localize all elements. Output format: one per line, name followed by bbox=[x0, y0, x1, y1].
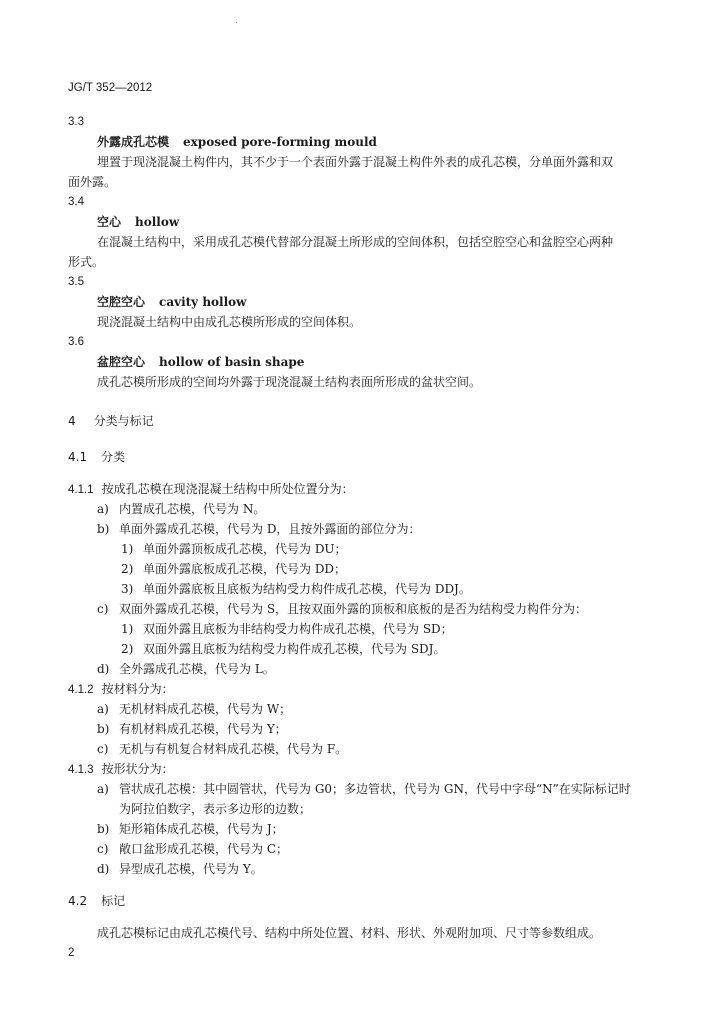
clause-number: 4.1.2 bbox=[68, 684, 94, 696]
list-marker: 3) bbox=[121, 582, 134, 596]
clause-text: 按成孔芯模在现浇混凝土结构中所处位置分为： bbox=[101, 482, 354, 496]
list-item bbox=[97, 661, 275, 677]
list-text: 有机材料成孔芯模，代号为 Y； bbox=[119, 722, 287, 736]
clause-4-1-2-intro bbox=[68, 681, 174, 698]
list-text: 单面外露成孔芯模，代号为 D，且按外露面的部位分为： bbox=[119, 522, 421, 536]
list-text: 双面外露且底板为结构受力构件成孔芯模，代号为 SDJ。 bbox=[143, 642, 446, 656]
list-item bbox=[97, 721, 287, 737]
list-marker: a) bbox=[97, 502, 109, 516]
list-text: 矩形箱体成孔芯模，代号为 J； bbox=[119, 822, 284, 836]
list-marker: c) bbox=[97, 742, 109, 756]
term-zh: 空心 bbox=[97, 215, 122, 229]
list-marker: b) bbox=[97, 522, 110, 536]
clause-4-1-3-intro bbox=[68, 761, 174, 778]
list-text: 敞口盆形成孔芯模，代号为 C； bbox=[119, 842, 288, 856]
list-marker: b) bbox=[97, 822, 110, 836]
term-zh: 空腔空心 bbox=[97, 295, 146, 309]
subsection-heading bbox=[68, 893, 125, 909]
list-text: 单面外露底板且底板为结构受力构件成孔芯模，代号为 DDJ。 bbox=[143, 582, 471, 596]
list-item bbox=[97, 701, 291, 717]
list-marker: a) bbox=[97, 702, 109, 716]
list-marker: d) bbox=[97, 662, 110, 676]
list-text: 异型成孔芯模，代号为 Y。 bbox=[119, 862, 263, 876]
scan-speck bbox=[236, 22, 237, 23]
definition-line: 面外露。 bbox=[68, 175, 117, 189]
list-item bbox=[97, 741, 347, 757]
term-en: cavity hollow bbox=[159, 295, 247, 309]
sub-list-item bbox=[121, 541, 347, 557]
sub-list-item bbox=[121, 621, 453, 637]
list-text: 管状成孔芯模：其中圆管状，代号为 G0；多边管状，代号为 GN，代号中字母“N”在实际标记时 bbox=[119, 782, 631, 796]
list-item bbox=[97, 501, 265, 517]
clause-text: 按材料分为： bbox=[101, 682, 174, 696]
definition-line: 形式。 bbox=[68, 255, 105, 269]
list-marker: 2) bbox=[121, 562, 134, 576]
term-heading bbox=[97, 354, 304, 370]
paragraph: 成孔芯模标记由成孔芯模代号、结构中所处位置、材料、形状、外观附加项、尺寸等参数组成。 bbox=[97, 926, 602, 940]
clause-number: 3.3 bbox=[68, 116, 84, 128]
section-number: 4.2 bbox=[68, 894, 88, 908]
list-marker: c) bbox=[97, 842, 109, 856]
term-en: exposed pore-forming mould bbox=[183, 135, 377, 149]
list-item bbox=[97, 841, 288, 857]
clause-number: 3.4 bbox=[68, 196, 84, 208]
clause-number: 4.1.1 bbox=[68, 484, 94, 496]
sub-list-item bbox=[121, 641, 445, 657]
term-heading bbox=[97, 294, 247, 310]
list-item bbox=[97, 601, 587, 617]
list-marker: d) bbox=[97, 862, 110, 876]
list-item bbox=[97, 521, 420, 537]
term-zh: 外露成孔芯模 bbox=[97, 135, 170, 149]
list-item bbox=[97, 781, 631, 797]
clause-number: 3.6 bbox=[68, 336, 84, 348]
sub-list-item bbox=[121, 561, 346, 577]
section-number: 4.1 bbox=[68, 450, 88, 464]
term-en: hollow of basin shape bbox=[159, 355, 305, 369]
list-text: 单面外露顶板成孔芯模，代号为 DU； bbox=[143, 542, 347, 556]
section-title: 分类与标记 bbox=[93, 414, 154, 428]
definition-line: 埋置于现浇混凝土构件内，其不少于一个表面外露于混凝土构件外表的成孔芯模，分单面外露和双 bbox=[97, 155, 614, 169]
section-title: 分类 bbox=[101, 450, 126, 464]
list-marker: 2) bbox=[121, 642, 134, 656]
standard-code-header: JG/T 352—2012 bbox=[68, 82, 153, 94]
term-zh: 盆腔空心 bbox=[97, 355, 146, 369]
list-marker: b) bbox=[97, 722, 110, 736]
list-marker: 1) bbox=[121, 622, 134, 636]
section-number: 4 bbox=[68, 414, 76, 428]
list-item bbox=[97, 861, 263, 877]
term-heading bbox=[97, 214, 179, 230]
clause-text: 按形状分为： bbox=[101, 762, 174, 776]
list-text: 内置成孔芯模，代号为 N。 bbox=[119, 502, 266, 516]
subsection-heading bbox=[68, 449, 125, 465]
list-text: 单面外露底板成孔芯模，代号为 DD； bbox=[143, 562, 347, 576]
list-text: 无机与有机复合材料成孔芯模，代号为 F。 bbox=[119, 742, 348, 756]
term-en: hollow bbox=[135, 215, 180, 229]
list-text: 双面外露成孔芯模，代号为 S，且按双面外露的顶板和底板的是否为结构受力构件分为： bbox=[119, 602, 588, 616]
definition-line: 现浇混凝土结构中由成孔芯模所形成的空间体积。 bbox=[97, 315, 362, 329]
clause-number: 3.5 bbox=[68, 276, 84, 288]
definition-line: 成孔芯模所形成的空间均外露于现浇混凝土结构表面所形成的盆状空间。 bbox=[97, 375, 482, 389]
list-marker: c) bbox=[97, 602, 109, 616]
section-heading bbox=[68, 413, 154, 429]
list-text: 双面外露且底板为非结构受力构件成孔芯模，代号为 SD； bbox=[143, 622, 453, 636]
clause-4-1-1-intro bbox=[68, 481, 354, 498]
list-text: 全外露成孔芯模，代号为 L。 bbox=[119, 662, 275, 676]
list-marker: 1) bbox=[121, 542, 134, 556]
list-marker: a) bbox=[97, 782, 109, 796]
definition-line: 在混凝土结构中，采用成孔芯模代替部分混凝土所形成的空间体积，包括空腔空心和盆腔空心两种 bbox=[97, 235, 614, 249]
list-item bbox=[97, 821, 284, 837]
clause-number: 4.1.3 bbox=[68, 764, 94, 776]
section-title: 标记 bbox=[101, 894, 126, 908]
page-number: 2 bbox=[68, 947, 75, 959]
list-text: 无机材料成孔芯模，代号为 W； bbox=[119, 702, 292, 716]
list-item-continuation: 为阿拉伯数字，表示多边形的边数； bbox=[119, 802, 312, 816]
term-heading bbox=[97, 134, 377, 150]
sub-list-item bbox=[121, 581, 471, 597]
